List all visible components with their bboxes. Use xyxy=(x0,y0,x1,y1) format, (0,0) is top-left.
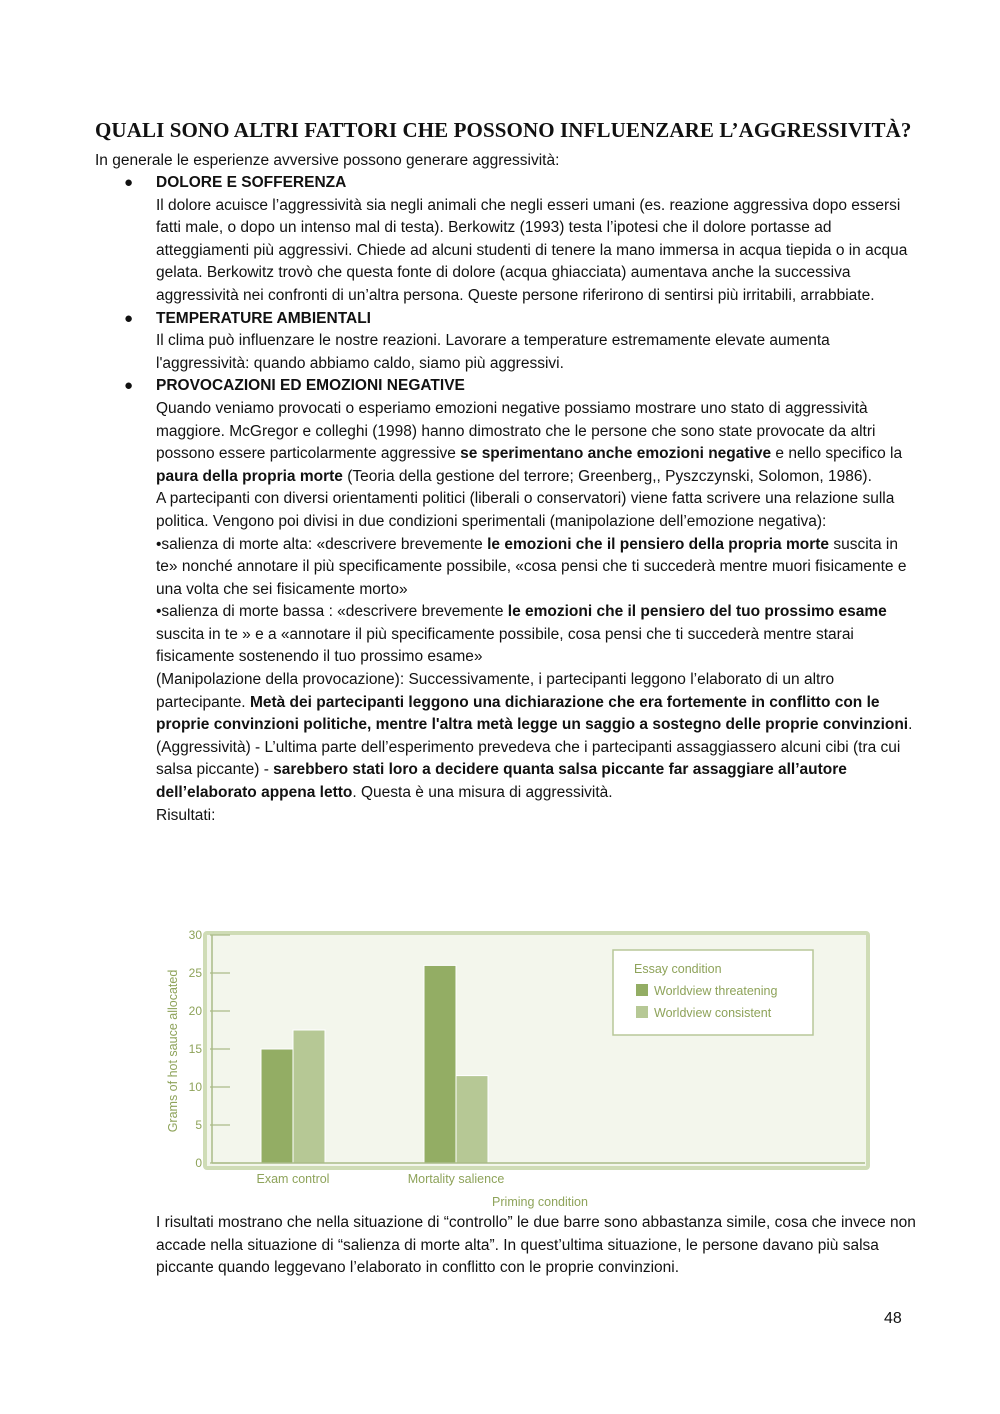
legend-swatch xyxy=(636,1006,648,1018)
text-span: suscita in te» nonché annotare il più specificamente possibile, «cosa pensi che ti succederà mentre muori fisicamente e una volta che sei fisicamente morto» xyxy=(156,535,907,598)
text-span: •salienza di morte bassa : «descrivere brevemente xyxy=(156,603,508,621)
item-text: Il dolore acuisce l’aggressività sia negli animali che negli esseri umani (es. reazione aggressiva dopo essersi fatti male, o dopo un intenso mal di testa). Berkowitz (1993) testa l’ipotesi che il dolore portasse ad atteggiamenti più aggressivi. Chiede ad alcuni studenti di tenere la mano immersa in acqua tiepida o in acqua gelata. Berkowitz trovò che questa fonte di dolore (acqua ghiacciata) aumentava anche la successiva aggressività nei confronti di un’altra persona. Queste persone riferirono di sentirsi più irritabili, arrabbiate. xyxy=(156,196,908,304)
legend-title: Essay condition xyxy=(634,962,722,976)
bullet-icon: ● xyxy=(124,309,134,327)
text-span: . Questa è una misura di aggressività. xyxy=(352,784,613,802)
text-span: •salienza di morte alta: «descrivere brevemente xyxy=(156,535,488,553)
bar xyxy=(424,965,456,1163)
text-span: (Teoria della gestione del terrore; Greenberg,, Pyszczynski, Solomon, 1986). xyxy=(342,467,872,485)
paragraph-intro xyxy=(156,398,915,488)
bar xyxy=(261,1049,293,1163)
x-tick-label: Mortality salience xyxy=(407,1172,505,1186)
results-label: Risultati: xyxy=(156,806,216,824)
text-span: (Manipolazione della provocazione): Successivamente, i partecipanti leggono l’elaborato di un altro partecipante. xyxy=(156,671,835,711)
bullet-icon: ● xyxy=(124,377,134,395)
legend-swatch xyxy=(636,984,648,996)
page-number: 48 xyxy=(884,1310,902,1327)
bar xyxy=(293,1030,325,1163)
paragraph-high-salience xyxy=(156,534,915,602)
legend-label: Worldview consistent xyxy=(654,1006,772,1020)
bold-span: sarebbero stati loro a decidere quanta salsa piccante far assaggiare all’autore dell’elaborato appena letto xyxy=(156,761,847,802)
text-span: Quando veniamo provocati o esperiamo emozioni negative possiamo mostrare uno stato di aggressività maggiore. McGregor e colleghi (1998) hanno dimostrato che le persone che sono state provocate da altri possono essere particolarmente aggressive xyxy=(156,399,876,463)
paragraph-method: A partecipanti con diversi orientamenti politici (liberali o conservatori) viene fatta scrivere una relazione sulla politica. Vengono poi divisi in due condizioni sperimentali (manipolazione dell’emozione negativa): xyxy=(156,490,895,530)
chart-svg xyxy=(160,920,880,1215)
y-tick-label: 30 xyxy=(188,928,202,942)
y-tick-label: 10 xyxy=(188,1080,202,1094)
y-tick-label: 5 xyxy=(195,1118,202,1132)
item-heading: DOLORE E SOFFERENZA xyxy=(156,174,347,191)
paragraph-aggression xyxy=(156,737,915,805)
paragraph-provocation xyxy=(156,669,915,737)
bullet-icon: ● xyxy=(124,174,134,191)
page-title: QUALI SONO ALTRI FATTORI CHE POSSONO INFLUENZARE L’AGGRESSIVITÀ? xyxy=(95,118,912,142)
y-tick-label: 20 xyxy=(188,1004,202,1018)
bold-span: paura della propria morte xyxy=(156,467,343,485)
factor-list xyxy=(95,172,915,827)
text-span: suscita in te » e a «annotare il più specificamente possibile, cosa pensi che ti succederà mentre starai fisicamente sostenendo il tuo prossimo esame» xyxy=(156,625,854,666)
bold-span: Metà dei partecipanti leggono una dichiarazione che era fortemente in conflitto con le proprie convinzioni politiche, mentre l'altra metà legge un saggio a sostegno delle proprie convinzioni xyxy=(156,693,909,734)
bar xyxy=(456,1076,488,1163)
y-tick-label: 0 xyxy=(195,1156,202,1170)
text-span: . xyxy=(908,716,913,734)
bar-chart xyxy=(160,920,880,1215)
paragraph-low-salience xyxy=(156,601,915,669)
bold-span: le emozioni che il pensiero del tuo prossimo esame xyxy=(507,603,887,621)
list-item-temperature xyxy=(95,308,915,376)
text-span: (Aggressività) - L’ultima parte dell’esperimento prevedeva che i partecipanti assaggiassero alcuni cibi (tra cui salsa piccante) - xyxy=(156,738,901,779)
item-heading: PROVOCAZIONI ED EMOZIONI NEGATIVE xyxy=(156,377,465,395)
y-tick-label: 15 xyxy=(188,1042,202,1056)
item-heading: TEMPERATURE AMBIENTALI xyxy=(156,309,371,327)
results-text: I risultati mostrano che nella situazione di “controllo” le due barre sono abbastanza simile, cosa che invece non accade nella situazione di “salienza di morte alta”. In quest’ultima situazione, le persone davano più salsa piccante quando leggevano l’elaborato in conflitto con le proprie convinzioni. xyxy=(156,1214,916,1277)
legend-label: Worldview threatening xyxy=(654,984,778,998)
list-item-provocazioni xyxy=(95,375,915,827)
text-span: e nello specifico la xyxy=(771,445,903,463)
x-tick-label: Exam control xyxy=(256,1172,330,1186)
intro-text: In generale le esperienze avversive possono generare aggressività: xyxy=(95,152,560,169)
item-text: Il clima può influenzare le nostre reazioni. Lavorare a temperature estremamente elevate aumenta l'aggressività: quando abbiamo caldo, siamo più aggressivi. xyxy=(156,332,830,372)
y-tick-label: 25 xyxy=(188,966,202,980)
list-item-dolore xyxy=(95,172,915,308)
y-axis-label: Grams of hot sauce allocated xyxy=(166,969,180,1133)
bold-span: le emozioni che il pensiero della propria morte xyxy=(487,535,830,553)
bold-span: se sperimentano anche emozioni negative xyxy=(460,445,772,463)
x-axis-label: Priming condition xyxy=(492,1195,588,1209)
